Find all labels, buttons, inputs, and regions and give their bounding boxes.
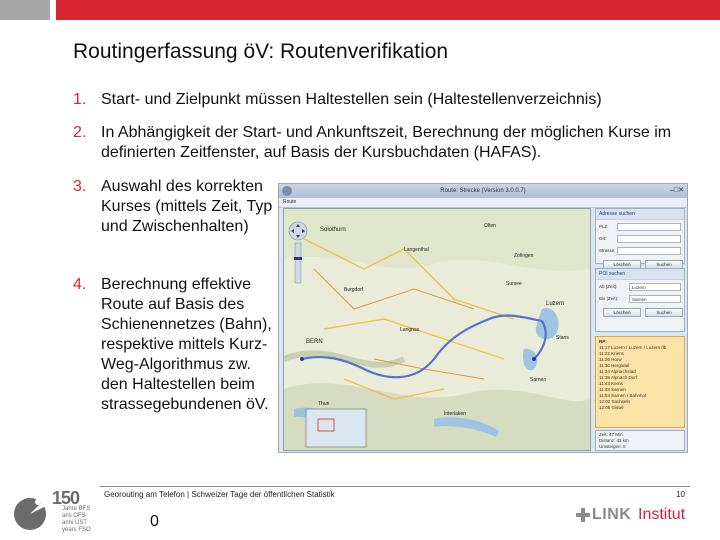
page-number: 10 [676,490,685,499]
stray-zero-text: 0 [150,513,159,530]
menu-item-route[interactable]: Route [283,199,297,205]
plz-input[interactable] [617,223,681,231]
plz-label: PLZ: [599,224,609,229]
map-label-stans: Stans [556,335,569,341]
routing-app-window [278,183,688,453]
list-item[interactable]: 11:17 Luzern / Luzern / Luzern (lb [599,345,667,350]
plz-row [599,223,681,232]
map-label-langnau: Langnau [400,327,420,333]
logo-number: 150 [52,488,80,508]
ort-row [599,235,681,244]
address-clear-button[interactable]: Löschen [603,260,641,269]
top-grey-bar [0,0,50,20]
route-info-transfers: Umsteigen: 0 [599,444,626,449]
list-number: 2. [73,124,87,141]
route-info-distance: Distanz: 43 km [599,438,629,443]
map-canvas[interactable] [284,209,590,450]
route-end-marker[interactable] [532,357,536,361]
bis-row [599,295,681,304]
map-label-langenthal: Langenthal [404,247,429,253]
map-label-bern: BERN [306,339,323,345]
poi-search-heading: POI suchen [596,269,684,280]
institut-word: Institut [638,506,686,523]
list-item[interactable]: 11:48 Sarnen [599,387,626,392]
list-item[interactable]: 11:34 Alpnachstad [599,369,636,374]
app-menubar [279,198,687,208]
list-item-3 [73,177,273,237]
poi-search-panel [595,268,685,332]
list-text: Auswahl des korrekten Kurses (mittels Zeit, Typ und Zwischenhalten) [101,178,273,235]
address-search-heading: Adresse suchen [596,209,684,220]
ort-input[interactable] [617,235,681,243]
bis-select[interactable]: Sarnen [629,295,681,303]
list-number: 4. [73,276,87,293]
bfs-150-logo [10,488,100,536]
address-search-button[interactable]: Suchen [645,260,683,269]
bfs-logo-icon [10,492,50,536]
link-word: LINK [592,506,632,523]
ab-select[interactable]: Luzern [629,283,681,291]
list-number: 3. [73,178,87,195]
list-text: Berechnung effektive Route auf Basis des Schienennetzes (Bahn), respektive mittels Kurz-Weg-Algorithmus zw. den Haltestellen beim strassegebundenen öV. [101,276,272,413]
connection-result-list[interactable] [595,336,685,428]
overview-minimap[interactable] [306,409,366,447]
app-logo-icon [282,186,292,196]
ab-label: Ab (Zeit): [599,284,618,289]
map-label-olten: Olten [484,223,496,229]
poi-buttons [599,308,681,318]
poi-search-button[interactable]: Suchen [645,308,683,317]
strasse-label: Strasse: [599,248,616,253]
list-item[interactable]: 11:30 Hergiswil [599,363,630,368]
poi-clear-button[interactable]: Löschen [603,308,641,317]
map-label-luzern: Luzern [546,301,565,307]
zoom-slider[interactable] [295,243,301,283]
app-titlebar [279,184,687,198]
route-info-time: Zeit: 47 Min. [599,432,624,437]
list-item[interactable]: 12:02 Sachseln [599,399,631,404]
list-item-2 [73,123,693,163]
bis-label: Bis (Zeit): [599,296,619,301]
list-text: Start- und Zielpunkt müssen Haltestellen sein (Haltestellenverzeichnis) [101,91,602,108]
map-label-solothurn: Solothurn [320,227,346,233]
list-text: In Abhängigkeit der Start- und Ankunftszeit, Berechnung der möglichen Kurse im definierten Zeitfenster, auf Basis der Kursbuchdaten (HAFAS). [101,124,672,161]
result-list-heading: RP: [599,339,607,344]
app-title: Route: Strecke (Version 3.0.0.7) [440,188,526,194]
map-label-thun: Thun [318,401,330,407]
logo-lines: Jahre BFS ans OFS anni UST years FSO [62,506,91,533]
map-label-interlaken: Interlaken [444,411,466,417]
slide-title: Routingerfassung öV: Routenverifikation [73,40,449,63]
map-label-sursee: Sursee [506,281,522,287]
strasse-input[interactable] [617,247,681,255]
map-view[interactable] [283,208,591,451]
right-panel [595,208,685,451]
map-label-sarnen: Sarnen [530,377,547,383]
list-item[interactable]: 11:38 Alpnach Dorf [599,375,637,380]
list-item[interactable]: 11:22 Kriens [599,351,624,356]
list-item-1 [73,90,693,110]
link-cross-icon [576,508,590,522]
zoom-slider-handle[interactable] [294,257,302,260]
address-search-panel [595,208,685,267]
ort-label: Ort: [599,236,607,241]
footer-divider [100,486,690,487]
top-red-bar [56,0,720,20]
list-item[interactable]: 12:05 Giswil [599,405,624,410]
list-item[interactable]: 11:53 Sarnen / Bahnhof [599,393,647,398]
map-label-burgdorf: Burgdorf [344,287,364,293]
list-number: 1. [73,91,87,108]
list-item[interactable]: 11:26 Horw [599,357,622,362]
route-start-marker[interactable] [300,357,304,361]
list-item-4 [73,275,278,415]
route-info-box [595,430,685,451]
list-item[interactable]: 11:43 Kerns [599,381,623,386]
window-controls-icon[interactable]: –□✕ [670,187,684,194]
link-institut-logo [576,505,716,527]
map-label-zofingen: Zofingen [514,253,534,259]
footer-text: Georouting am Telefon | Schweizer Tage der öffentlichen Statistik [104,490,335,499]
ab-row [599,283,681,292]
strasse-row [599,247,681,256]
